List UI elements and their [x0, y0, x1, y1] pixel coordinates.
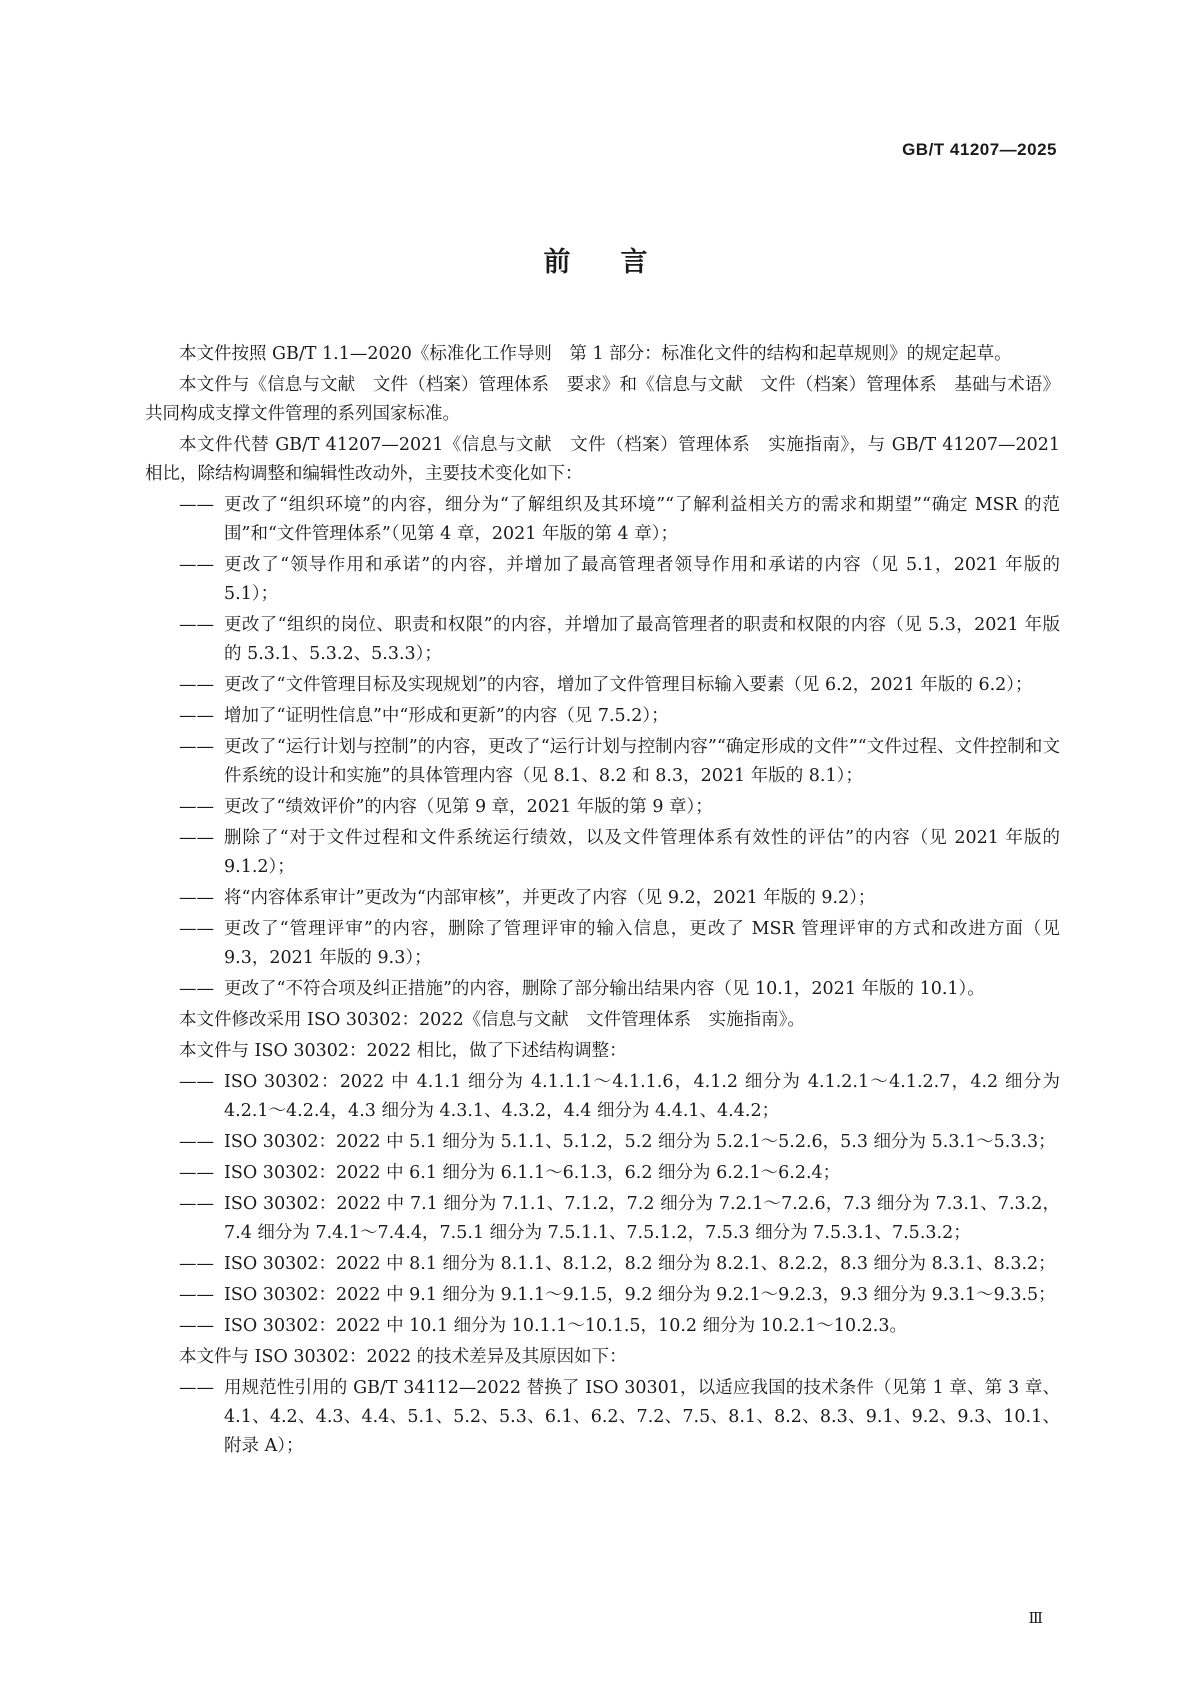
list-item: —— 更改了“运行计划与控制”的内容，更改了“运行计划与控制内容”“确定形成的文件”“文件过程、文件控制和文件系统的设计和实施”的具体管理内容（见 8.1、8.2 和 8.3，2021 年版的 8.1）； — [145, 733, 1060, 791]
dash-marker: —— — [179, 675, 214, 695]
dash-marker: —— — [179, 1254, 214, 1274]
dash-marker: —— — [179, 888, 214, 908]
changes-list — [145, 491, 1060, 1004]
dash-marker: —— — [179, 828, 214, 848]
list-item: —— 更改了“领导作用和承诺”的内容，并增加了最高管理者领导作用和承诺的内容（见 5.1，2021 年版的 5.1）； — [145, 551, 1060, 609]
tech-diff-intro-paragraph: 本文件与 ISO 30302：2022 的技术差异及其原因如下： — [179, 1347, 627, 1367]
structure-intro-paragraph: 本文件与 ISO 30302：2022 相比，做了下述结构调整： — [179, 1041, 627, 1061]
page-title: 前言 — [543, 247, 698, 278]
dash-marker: —— — [179, 1194, 214, 1214]
dash-marker: —— — [179, 797, 214, 817]
page-number: Ⅲ — [1028, 1609, 1043, 1627]
intro-paragraph: 本文件与《信息与文献 文件（档案）管理体系 要求》和《信息与文献 文件（档案）管理体系 基础与术语》共同构成支撑文件管理的系列国家标准。 — [145, 375, 1060, 424]
dash-marker: —— — [179, 615, 214, 635]
list-item: —— ISO 30302：2022 中 6.1 细分为 6.1.1～6.1.3，6.2 细分为 6.2.1～6.2.4； — [145, 1159, 1060, 1188]
structure-changes-list — [145, 1068, 1060, 1341]
dash-marker: —— — [179, 1132, 214, 1152]
dash-marker: —— — [179, 1285, 214, 1305]
dash-marker: —— — [179, 979, 214, 999]
intro-paragraph: 本文件按照 GB/T 1.1—2020《标准化工作导则 第 1 部分：标准化文件的结构和起草规则》的规定起草。 — [179, 344, 1012, 364]
list-item: —— 将“内容体系审计”更改为“内部审核”，并更改了内容（见 9.2，2021 年版的 9.2）； — [145, 884, 1060, 913]
dash-marker: —— — [179, 1072, 214, 1092]
list-item: —— 更改了“管理评审”的内容，删除了管理评审的输入信息，更改了 MSR 管理评审的方式和改进方面（见 9.3，2021 年版的 9.3）； — [145, 915, 1060, 973]
dash-marker: —— — [179, 706, 214, 726]
iso-adoption-paragraph: 本文件修改采用 ISO 30302：2022《信息与文献 文件管理体系 实施指南》。 — [179, 1010, 805, 1030]
list-item: —— 删除了“对于文件过程和文件系统运行绩效，以及文件管理体系有效性的评估”的内容（见 2021 年版的 9.1.2）； — [145, 824, 1060, 882]
dash-marker: —— — [179, 737, 214, 757]
list-item: —— ISO 30302：2022 中 7.1 细分为 7.1.1、7.1.2，7.2 细分为 7.2.1～7.2.6，7.3 细分为 7.3.1、7.3.2，7.4 细分为 7.4.1～7.4.4，7.5.1 细分为 7.5.1.1、7.5.1.2，7.5.3 细分为 7.5.3.1、7.5.3.2； — [145, 1190, 1060, 1248]
list-item: —— 更改了“组织的岗位、职责和权限”的内容，并增加了最高管理者的职责和权限的内容（见 5.3，2021 年版的 5.3.1、5.3.2、5.3.3）； — [145, 611, 1060, 669]
list-item: —— 更改了“绩效评价”的内容（见第 9 章，2021 年版的第 9 章）； — [145, 793, 1060, 822]
dash-marker: —— — [179, 919, 214, 939]
list-item: —— 更改了“不符合项及纠正措施”的内容，删除了部分输出结果内容（见 10.1，2021 年版的 10.1）。 — [145, 975, 1060, 1004]
tech-diffs-list — [145, 1374, 1060, 1461]
dash-marker: —— — [179, 495, 214, 515]
dash-marker: —— — [179, 1316, 214, 1336]
dash-marker: —— — [179, 1163, 214, 1183]
list-item: —— ISO 30302：2022 中 4.1.1 细分为 4.1.1.1～4.1.1.6，4.1.2 细分为 4.1.2.1～4.1.2.7，4.2 细分为 4.2.1～4.2.4，4.3 细分为 4.3.1、4.3.2，4.4 细分为 4.4.1、4.4.2； — [145, 1068, 1060, 1126]
list-item: —— 更改了“组织环境”的内容，细分为“了解组织及其环境”“了解利益相关方的需求和期望”“确定 MSR 的范围”和“文件管理体系”（见第 4 章，2021 年版的第 4 章）； — [145, 491, 1060, 549]
list-item: —— 用规范性引用的 GB/T 34112—2022 替换了 ISO 30301，以适应我国的技术条件（见第 1 章、第 3 章、4.1、4.2、4.3、4.4、5.1、5.2、5.3、6.1、6.2、7.2、7.5、8.1、8.2、8.3、9.1、9.2、9.3、10.1、附录 A）； — [145, 1374, 1060, 1461]
list-item: —— 增加了“证明性信息”中“形成和更新”的内容（见 7.5.2）； — [145, 702, 1060, 731]
list-item: —— ISO 30302：2022 中 9.1 细分为 9.1.1～9.1.5，9.2 细分为 9.2.1～9.2.3，9.3 细分为 9.3.1～9.3.5； — [145, 1281, 1060, 1310]
standard-code: GB/T 41207—2025 — [902, 140, 1057, 159]
list-item: —— 更改了“文件管理目标及实现规划”的内容，增加了文件管理目标输入要素（见 6.2，2021 年版的 6.2）； — [145, 671, 1060, 700]
dash-marker: —— — [179, 555, 214, 575]
document-body — [145, 340, 1060, 1463]
list-item: —— ISO 30302：2022 中 10.1 细分为 10.1.1～10.1.5，10.2 细分为 10.2.1～10.2.3。 — [145, 1312, 1060, 1341]
dash-marker: —— — [179, 1378, 214, 1398]
intro-paragraph: 本文件代替 GB/T 41207—2021《信息与文献 文件（档案）管理体系 实施指南》，与 GB/T 41207—2021 相比，除结构调整和编辑性改动外，主要技术变化如下： — [145, 435, 1060, 484]
list-item: —— ISO 30302：2022 中 8.1 细分为 8.1.1、8.1.2，8.2 细分为 8.2.1、8.2.2，8.3 细分为 8.3.1、8.3.2； — [145, 1250, 1060, 1279]
list-item: —— ISO 30302：2022 中 5.1 细分为 5.1.1、5.1.2，5.2 细分为 5.2.1～5.2.6，5.3 细分为 5.3.1～5.3.3； — [145, 1128, 1060, 1157]
